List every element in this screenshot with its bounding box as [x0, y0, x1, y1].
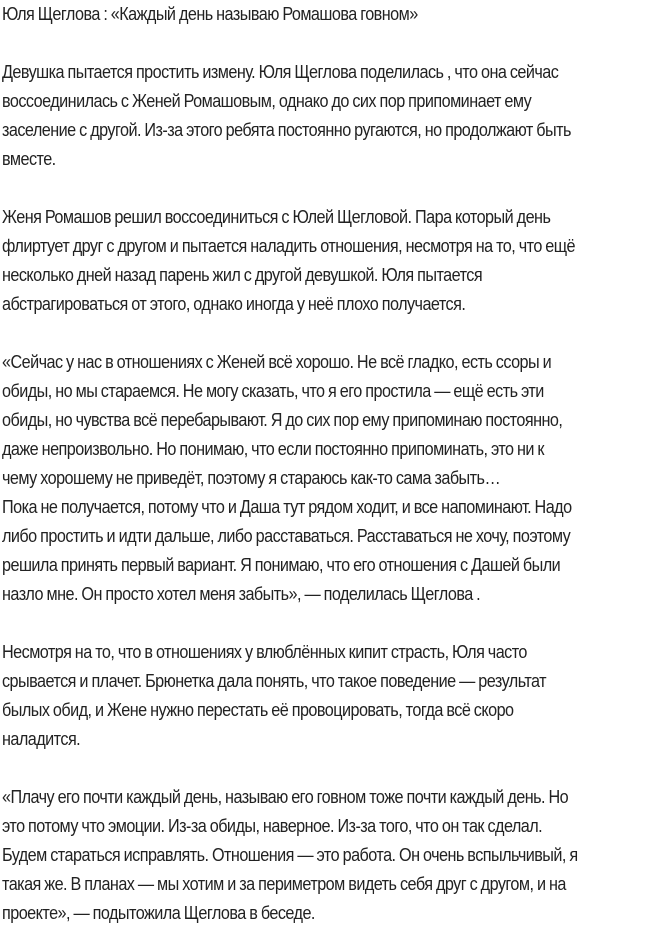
text-line: абстрагироваться от этого, однако иногда у неё плохо получается. [2, 294, 466, 314]
text-line: обиды, но чувства всё перебарывают. Я до сих пор ему припоминаю постоянно, [2, 410, 563, 430]
text-line: либо простить и идти дальше, либо расставаться. Расставаться не хочу, поэтому [2, 526, 571, 546]
text-line: воссоединилась с Женей Ромашовым, однако до сих пор припоминает ему [2, 91, 532, 111]
paragraph-5-quote [2, 783, 670, 928]
text-line: несколько дней назад парень жил с другой девушкой. Юля пытается [2, 265, 483, 285]
article-title [2, 0, 670, 29]
text-line: вместе. [2, 149, 56, 169]
text-line: это потому что эмоции. Из-за обиды, наверное. Из-за того, что он так сделал. [2, 816, 543, 836]
text-line: назло мне. Он просто хотел меня забыть», — поделилась Щеглова . [2, 584, 481, 604]
text-line: флиртует друг с другом и пытается наладить отношения, несмотря на то, что ещё [2, 236, 576, 256]
text-line: проекте», — подытожила Щеглова в беседе. [2, 903, 315, 923]
text-line: «Сейчас у нас в отношениях с Женей всё хорошо. Не всё гладко, есть ссоры и [2, 352, 552, 372]
paragraph-1 [2, 58, 670, 174]
text-line: Будем стараться исправлять. Отношения — это работа. Он очень вспыльчивый, я [2, 845, 578, 865]
text-line: Пока не получается, потому что и Даша тут рядом ходит, и все напоминают. Надо [2, 497, 572, 517]
text-line: Женя Ромашов решил воссоединиться с Юлей Щегловой. Пара который день [2, 207, 551, 227]
text-line: даже непроизвольно. Но понимаю, что если постоянно припоминать, это ни к [2, 439, 544, 459]
text-line: чему хорошему не приведёт, поэтому я стараюсь как-то сама забыть… [2, 468, 501, 488]
text-line: Несмотря на то, что в отношениях у влюблённых кипит страсть, Юля часто [2, 642, 527, 662]
text-line: заселение с другой. Из-за этого ребята постоянно ругаются, но продолжают быть [2, 120, 571, 140]
text-line: «Плачу его почти каждый день, называю его говном тоже почти каждый день. Но [2, 787, 569, 807]
text-line: срывается и плачет. Брюнетка дала понять, что такое поведение — результат [2, 671, 547, 691]
text-line: былых обид, и Жене нужно перестать её провоцировать, тогда всё скоро [2, 700, 514, 720]
text-line: Девушка пытается простить измену. Юля Щеглова поделилась , что она сейчас [2, 62, 559, 82]
text-line: такая же. В планах — мы хотим и за периметром видеть себя друг с другом, и на [2, 874, 566, 894]
paragraph-3-quote [2, 348, 670, 609]
title-text: Юля Щеглова : «Каждый день называю Ромашова говном» [2, 4, 418, 24]
text-line: наладится. [2, 729, 81, 749]
text-line: обиды, но мы стараемся. Не могу сказать, что я его простила — ещё есть эти [2, 381, 544, 401]
paragraph-4 [2, 638, 670, 754]
text-line: решила принять первый вариант. Я понимаю, что его отношения с Дашей были [2, 555, 561, 575]
paragraph-2 [2, 203, 670, 319]
